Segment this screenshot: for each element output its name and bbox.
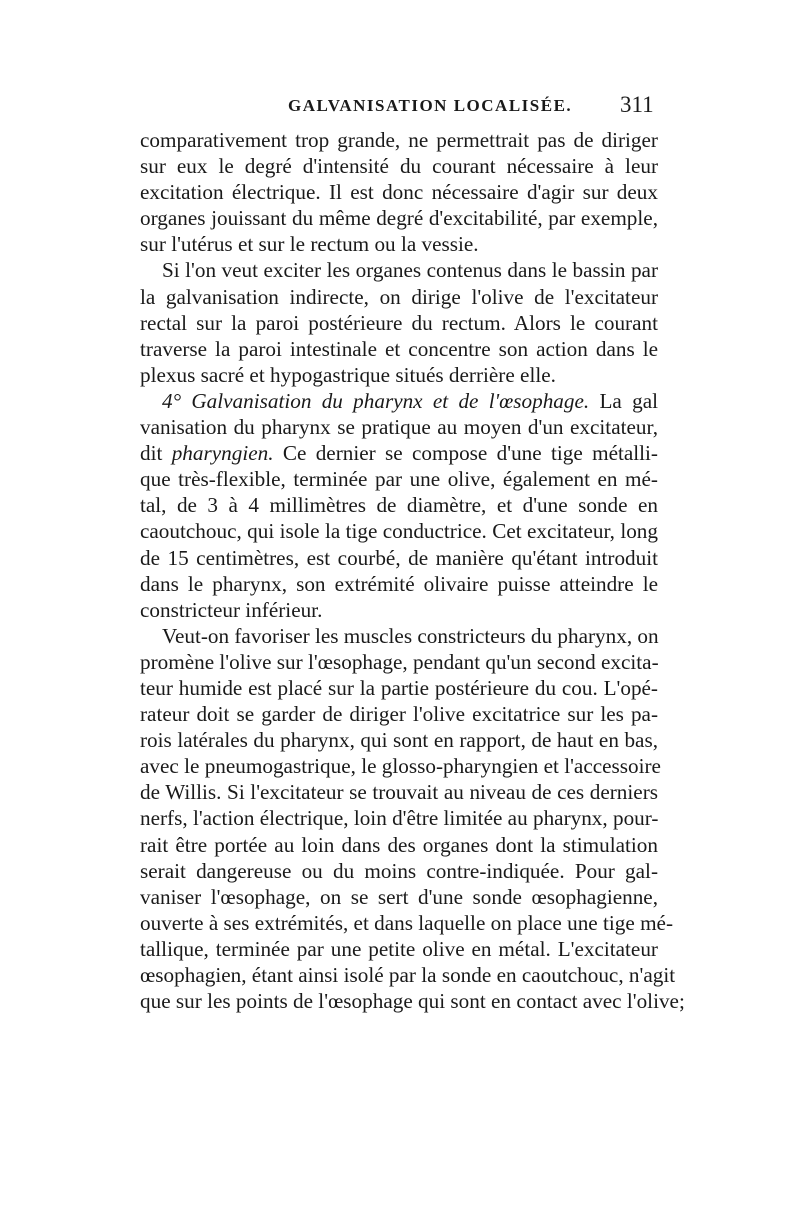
italic-text-run: pharyngien. bbox=[171, 441, 274, 466]
text-run: La gal bbox=[589, 388, 659, 413]
text-line: avec le pneumogastrique, le glosso-pharyngien et l'accessoire bbox=[140, 754, 661, 779]
text-line: tal, de 3 à 4 millimètres de diamètre, et d'une sonde en bbox=[140, 493, 658, 518]
text-run: Ce dernier se compose d'une tige métalli- bbox=[273, 441, 658, 466]
text-line: Si l'on veut exciter les organes contenus dans le bassin par bbox=[162, 258, 658, 283]
text-line: œsophagien, étant ainsi isolé par la sonde en caoutchouc, n'agit bbox=[140, 963, 676, 987]
text-line: rois latérales du pharynx, qui sont en rapport, de haut en bas, bbox=[140, 728, 658, 753]
italic-text-run: 4° Galvanisation du pharynx et de l'œsophage. bbox=[162, 388, 590, 413]
text-line: rait être portée au loin dans des organes dont la stimulation bbox=[140, 832, 658, 857]
page-number: 311 bbox=[620, 92, 654, 117]
text-line: que sur les points de l'œsophage qui sont en contact avec l'olive; bbox=[140, 989, 685, 1014]
text-line: Veut-on favoriser les muscles constricteurs du pharynx, on bbox=[162, 623, 659, 648]
text-line: ouverte à ses extrémités, et dans laquelle on place une tige mé- bbox=[140, 910, 674, 935]
text-line: dans le pharynx, son extrémité olivaire puisse atteindre le bbox=[140, 571, 658, 596]
text-line: serait dangereuse ou du moins contre-indiquée. Pour gal- bbox=[140, 858, 658, 883]
text-line: comparativement trop grande, ne permettrait pas de diriger bbox=[140, 128, 658, 152]
text-line bbox=[140, 440, 658, 466]
text-line: la galvanisation indirecte, on dirige l'olive de l'excitateur bbox=[140, 284, 658, 309]
text-line: plexus sacré et hypogastrique situés derrière elle. bbox=[140, 362, 556, 387]
text-line bbox=[140, 388, 658, 414]
text-line: nerfs, l'action électrique, loin d'être limitée au pharynx, pour- bbox=[140, 806, 659, 831]
text-line: que très-flexible, terminée par une olive, également en mé- bbox=[140, 467, 658, 492]
body-text bbox=[140, 127, 685, 1014]
text-line: sur eux le degré d'intensité du courant nécessaire à leur bbox=[140, 154, 658, 179]
text-line: de 15 centimètres, est courbé, de manière qu'étant introduit bbox=[140, 545, 658, 570]
text-line: teur humide est placé sur la partie postérieure du cou. L'opé- bbox=[140, 675, 658, 700]
text-line: vaniser l'œsophage, on se sert d'une sonde œsophagienne, bbox=[140, 884, 658, 909]
text-line: excitation électrique. Il est donc nécessaire d'agir sur deux bbox=[140, 180, 658, 205]
running-title: GALVANISATION LOCALISÉE. bbox=[288, 96, 573, 115]
text-line: promène l'olive sur l'œsophage, pendant qu'un second excita- bbox=[140, 649, 659, 674]
text-line: rectal sur la paroi postérieure du rectum. Alors le courant bbox=[140, 310, 658, 335]
text-line: vanisation du pharynx se pratique au moyen d'un excitateur, bbox=[140, 415, 658, 440]
text-line: tallique, terminée par une petite olive en métal. L'excitateur bbox=[140, 936, 658, 961]
text-line: constricteur inférieur. bbox=[140, 597, 323, 622]
text-line: rateur doit se garder de diriger l'olive excitatrice sur les pa- bbox=[140, 702, 658, 727]
text-line: organes jouissant du même degré d'excitabilité, par exemple, bbox=[140, 206, 658, 231]
text-line: sur l'utérus et sur le rectum ou la vessie. bbox=[140, 232, 479, 257]
text-run: dit bbox=[140, 441, 172, 466]
page-header bbox=[0, 92, 800, 126]
text-line: de Willis. Si l'excitateur se trouvait au niveau de ces derniers bbox=[140, 780, 658, 805]
text-line: traverse la paroi intestinale et concentre son action dans le bbox=[140, 336, 658, 361]
text-line: caoutchouc, qui isole la tige conductrice. Cet excitateur, long bbox=[140, 519, 658, 544]
